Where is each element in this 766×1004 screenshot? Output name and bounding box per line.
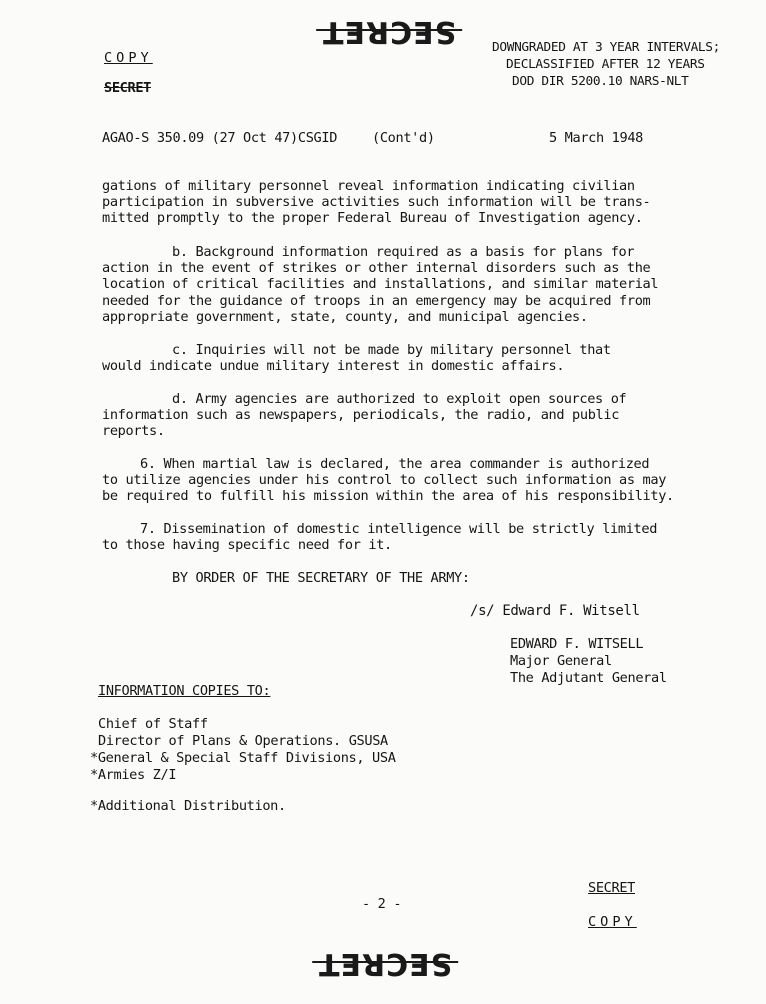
text-line: be required to fulfill his mission within the area of his responsibility. xyxy=(102,488,674,505)
paragraph-6 xyxy=(102,456,702,505)
paragraph-intro xyxy=(102,178,702,227)
text-line: to utilize agencies under his control to collect such information as may xyxy=(102,472,667,489)
signatory-title: The Adjutant General xyxy=(510,670,667,686)
paragraph-b xyxy=(102,244,702,325)
distribution-note: *Additional Distribution. xyxy=(90,798,286,814)
text-line: c. Inquiries will not be made by military personnel that xyxy=(172,342,611,358)
text-line: would indicate undue military interest in domestic affairs. xyxy=(102,358,565,375)
paragraph-d xyxy=(102,391,702,440)
text-line: to those having specific need for it. xyxy=(102,537,392,554)
secret-label-top: SECRET xyxy=(104,80,152,96)
text-line: appropriate government, state, county, and municipal agencies. xyxy=(102,308,588,325)
text-line: participation in subversive activities such information will be trans- xyxy=(102,194,651,211)
distribution-item: *General & Special Staff Divisions, USA xyxy=(90,750,396,766)
text-line: reports. xyxy=(102,423,165,440)
secret-stamp-bottom-text: SECRET xyxy=(318,946,453,981)
signatory-rank: Major General xyxy=(510,653,612,669)
distribution-item: Director of Plans & Operations. GSUSA xyxy=(98,733,388,749)
copy-label-bottom: COPY xyxy=(588,914,637,930)
order-line: BY ORDER OF THE SECRETARY OF THE ARMY: xyxy=(172,570,470,586)
distribution-item: Chief of Staff xyxy=(98,716,208,732)
secret-stamp-top xyxy=(322,14,456,49)
text-line: information such as newspapers, periodicals, the radio, and public xyxy=(102,407,620,424)
distribution-item: *Armies Z/I xyxy=(90,767,177,783)
signature-signed: /s/ Edward F. Witsell xyxy=(470,603,640,619)
text-line: 6. When martial law is declared, the area commander is authorized xyxy=(140,456,650,472)
secret-label-bottom: SECRET xyxy=(588,880,636,896)
distribution-heading: INFORMATION COPIES TO: xyxy=(98,683,271,699)
text-line: mitted promptly to the proper Federal Bureau of Investigation agency. xyxy=(102,210,643,227)
paragraph-c xyxy=(102,342,702,374)
text-line: 7. Dissemination of domestic intelligence will be strictly limited xyxy=(140,521,658,537)
stamp-strike-line xyxy=(316,30,462,32)
text-line: b. Background information required as a basis for plans for xyxy=(172,244,635,260)
secret-stamp-top-text: SECRET xyxy=(322,14,457,49)
downgrade-line-2: DECLASSIFIED AFTER 12 YEARS xyxy=(506,57,705,72)
text-line: gations of military personnel reveal information indicating civilian xyxy=(102,178,635,194)
file-reference: AGAO-S 350.09 (27 Oct 47)CSGID xyxy=(102,130,338,146)
document-date: 5 March 1948 xyxy=(549,130,644,146)
text-line: action in the event of strikes or other internal disorders such as the xyxy=(102,260,651,277)
downgrade-line-3: DOD DIR 5200.10 NARS-NLT xyxy=(512,74,689,89)
text-line: location of critical facilities and installations, and similar material xyxy=(102,276,659,293)
signatory-name: EDWARD F. WITSELL xyxy=(510,636,644,652)
secret-stamp-bottom xyxy=(318,946,452,981)
page-number: - 2 - xyxy=(362,896,402,912)
stamp-strike-line xyxy=(312,962,458,964)
continued-label: (Cont'd) xyxy=(372,130,435,146)
downgrade-line-1: DOWNGRADED AT 3 YEAR INTERVALS; xyxy=(492,40,720,55)
paragraph-7 xyxy=(102,521,702,553)
copy-label-top: COPY xyxy=(104,50,153,66)
text-line: d. Army agencies are authorized to exploit open sources of xyxy=(172,391,627,407)
text-line: needed for the guidance of troops in an emergency may be acquired from xyxy=(102,292,651,309)
